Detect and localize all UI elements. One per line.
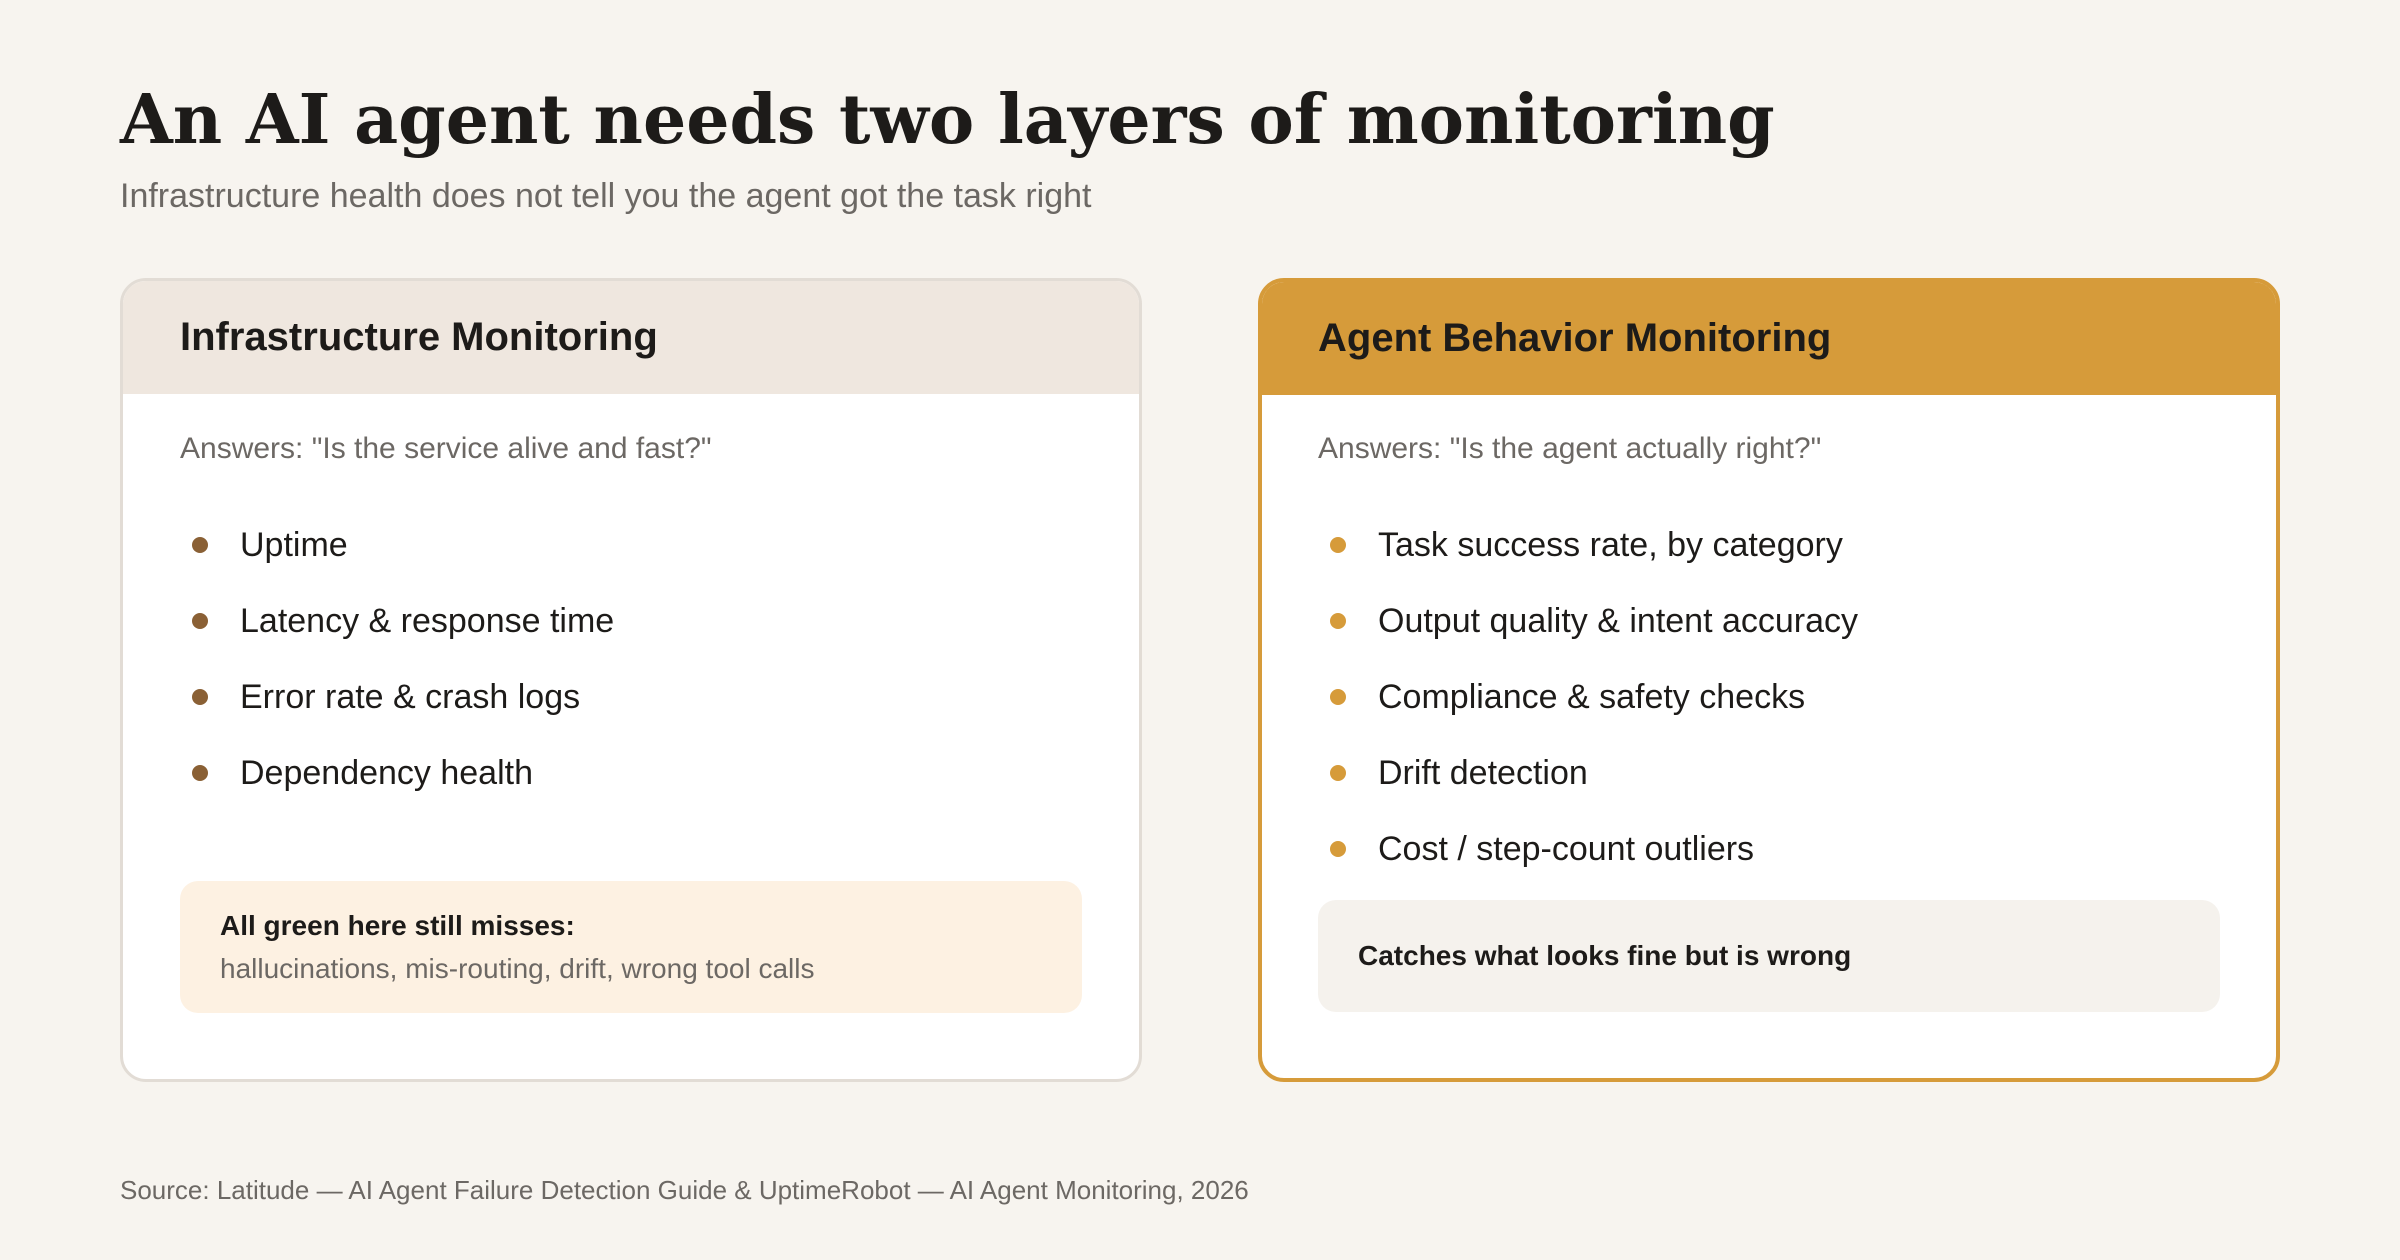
agent-behavior-monitoring-card: [1258, 278, 2280, 1082]
page-title: An AI agent needs two layers of monitoring: [120, 80, 1775, 160]
infrastructure-callout-text: hallucinations, mis-routing, drift, wrong tool calls: [220, 953, 815, 984]
page-subtitle: Infrastructure health does not tell you the agent got the task right: [120, 177, 1092, 215]
list-item: [180, 507, 614, 583]
infrastructure-metric-list: [180, 507, 614, 811]
list-item-label: Latency & response time: [240, 601, 615, 640]
list-item: [1318, 583, 1858, 659]
list-item-label: Cost / step-count outliers: [1378, 829, 1755, 868]
bullet-dot-icon: [1330, 613, 1346, 629]
list-item: [180, 583, 614, 659]
list-item: [180, 659, 614, 735]
bullet-dot-icon: [1330, 841, 1346, 857]
bullet-dot-icon: [1330, 689, 1346, 705]
list-item-label: Output quality & intent accuracy: [1378, 601, 1859, 640]
bullet-dot-icon: [1330, 765, 1346, 781]
list-item: [1318, 735, 1858, 811]
list-item-label: Error rate & crash logs: [240, 677, 581, 716]
list-item: [1318, 811, 1858, 887]
bullet-dot-icon: [192, 765, 208, 781]
agent-card-title: Agent Behavior Monitoring: [1318, 316, 1832, 360]
infrastructure-card-title: Infrastructure Monitoring: [180, 315, 658, 359]
infrastructure-card-header: [123, 281, 1139, 394]
list-item-label: Compliance & safety checks: [1378, 677, 1806, 716]
infrastructure-card-question: Answers: "Is the service alive and fast?": [180, 432, 712, 465]
agent-metric-list: [1318, 507, 1858, 887]
agent-callout-title: Catches what looks fine but is wrong: [1358, 940, 1852, 971]
agent-card-header: [1262, 282, 2276, 395]
bullet-dot-icon: [1330, 537, 1346, 553]
source-note: Source: Latitude — AI Agent Failure Detection Guide & UptimeRobot — AI Agent Monitoring, 2026: [120, 1175, 1249, 1205]
list-item-label: Uptime: [240, 525, 348, 564]
list-item-label: Drift detection: [1378, 753, 1588, 792]
infrastructure-monitoring-card: [120, 278, 1142, 1082]
agent-card-question: Answers: "Is the agent actually right?": [1318, 432, 1822, 465]
list-item: [1318, 507, 1858, 583]
bullet-dot-icon: [192, 613, 208, 629]
list-item-label: Task success rate, by category: [1378, 525, 1843, 564]
bullet-dot-icon: [192, 537, 208, 553]
agent-callout: [1318, 900, 2220, 1012]
list-item: [180, 735, 614, 811]
list-item: [1318, 659, 1858, 735]
infrastructure-callout: [180, 881, 1082, 1013]
list-item-label: Dependency health: [240, 753, 534, 792]
bullet-dot-icon: [192, 689, 208, 705]
infrastructure-callout-title: All green here still misses:: [220, 910, 575, 941]
